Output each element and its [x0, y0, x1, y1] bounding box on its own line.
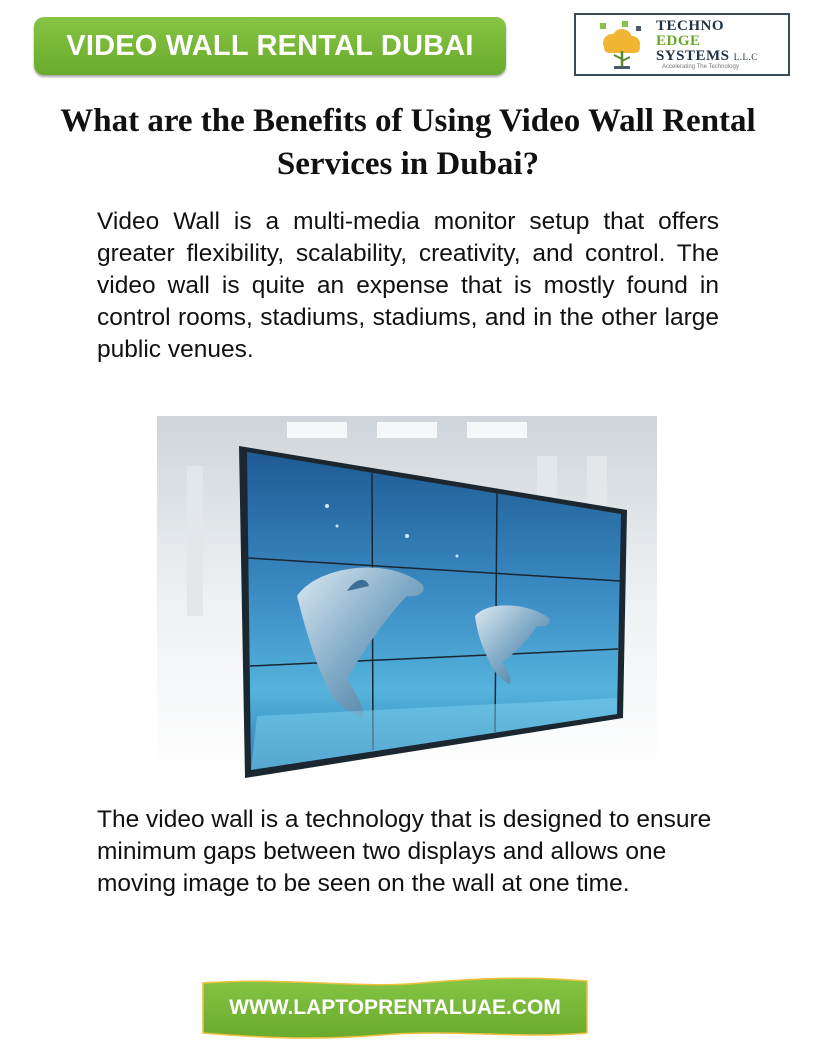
header-badge	[34, 17, 506, 75]
logo-suffix: L.L.C	[733, 52, 758, 62]
footer-website-badge[interactable]	[201, 975, 589, 1041]
company-logo	[574, 13, 790, 76]
intro-paragraph: Video Wall is a multi-media monitor setup that offers greater flexibility, scalability, creativity, and control. The video wall is quite an expense that is mostly found in control rooms, stadiums, stadiums, and in the other large public venues.	[97, 208, 719, 363]
logo-line-techno: TECHNO	[656, 18, 725, 34]
cloud-tree-icon	[592, 21, 648, 71]
video-wall-photo	[157, 416, 657, 780]
footer-url[interactable]: WWW.LAPTOPRENTALUAE.COM	[229, 996, 561, 1019]
article-title: What are the Benefits of Using Video Wall Rental Services in Dubai?	[60, 103, 756, 182]
logo-line-systems-text: SYSTEMS	[656, 48, 730, 64]
logo-line-systems	[656, 49, 758, 65]
detail-paragraph: The video wall is a technology that is designed to ensure minimum gaps between two displays and allows one moving image to be seen on the wall at one time.	[97, 806, 712, 897]
logo-wordmark	[656, 19, 758, 65]
logo-line-edge: EDGE	[656, 33, 701, 49]
header-title: VIDEO WALL RENTAL DUBAI	[66, 29, 474, 62]
logo-tagline: Accelerating The Technology	[662, 64, 739, 70]
